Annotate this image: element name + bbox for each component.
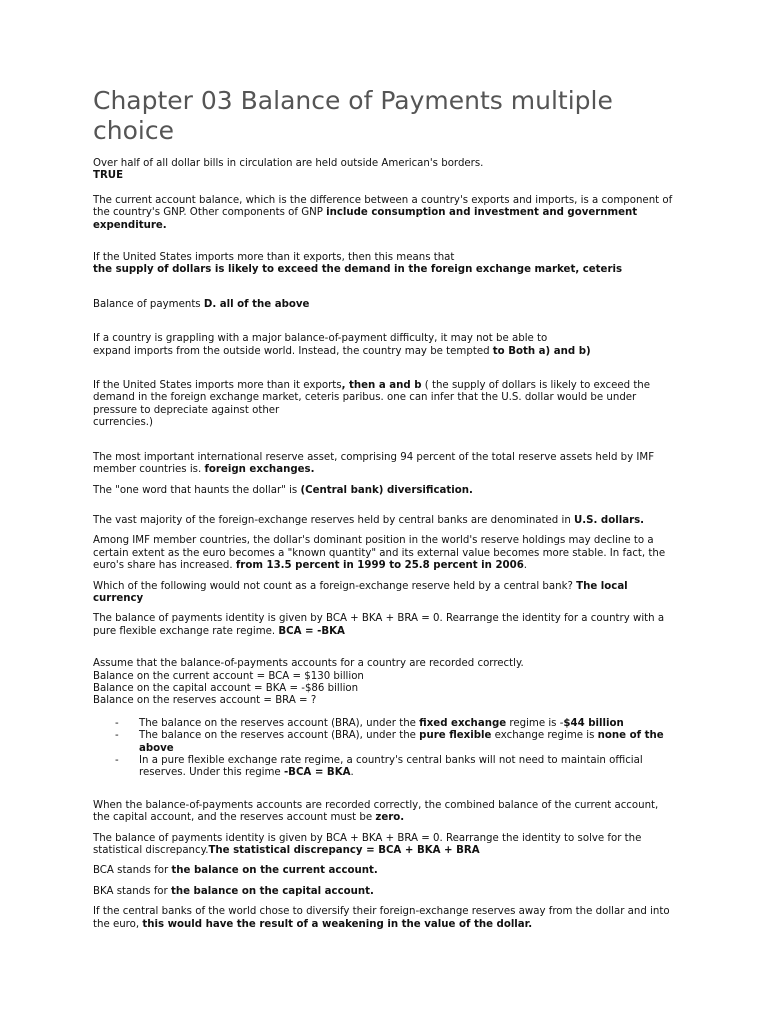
list-item: [93, 718, 675, 730]
question-text: BKA stands for: [93, 885, 171, 897]
list-item: [93, 730, 675, 755]
answer-explanation: ( the supply of dollars is likely to exceed the demand in the foreign exchange market, ceteris paribus. one can infer that the U.S. dollar would be under pressure to depreciate against other: [93, 380, 651, 416]
question-15: [93, 833, 675, 858]
item-text: exchange regime is: [491, 730, 598, 742]
question-text: The balance of payments identity is given by BCA + BKA + BRA = 0. Rearrange the identity for a country with a pure flexible exchange rate regime.: [93, 613, 665, 637]
item-text: .: [350, 767, 354, 779]
item-text: regime is -: [506, 717, 564, 729]
answer-text: to Both a) and b): [492, 345, 591, 357]
question-text: The vast majority of the foreign-exchange reserves held by central banks are denominated in: [93, 514, 575, 526]
answer-text: zero.: [375, 812, 405, 824]
item-bold: fixed exchange: [419, 717, 507, 729]
question-text: BCA stands for: [93, 865, 172, 877]
question-3: [93, 252, 675, 277]
question-6: [93, 380, 675, 430]
answer-text: $44 billion: [563, 717, 624, 729]
answer-text: the supply of dollars is likely to exceed the demand in the foreign exchange market, ceteris: [93, 264, 623, 276]
answer-text: -BCA = BKA: [283, 767, 351, 779]
answer-text: BCA = -BKA: [278, 625, 345, 637]
question-16: [93, 865, 675, 877]
answer-list: [93, 718, 675, 780]
question-1: [93, 158, 675, 183]
answer-text: D. all of the above: [203, 298, 310, 310]
page-title: Chapter 03 Balance of Payments multiple choice: [93, 86, 613, 145]
dash-bullet: -: [115, 755, 119, 766]
question-18: [93, 906, 675, 931]
item-text: In a pure flexible exchange rate regime, a country's central banks will not need to maintain official reserves. Under this regime: [139, 755, 643, 779]
question-2: [93, 195, 675, 232]
balance-capital-account: Balance on the capital account = BKA = -$86 billion: [93, 682, 359, 694]
list-item: [93, 755, 675, 780]
question-8: [93, 485, 675, 497]
item-text: The balance on the reserves account (BRA), under the: [139, 717, 420, 729]
question-14: [93, 800, 675, 825]
balance-current-account: Balance on the current account = BCA = $130 billion: [93, 670, 364, 682]
item-text: The balance on the reserves account (BRA), under the: [139, 730, 420, 742]
answer-text: the balance on the current account.: [171, 865, 378, 877]
dash-bullet: -: [115, 730, 119, 742]
dash-bullet: -: [115, 717, 119, 729]
answer-text: this would have the result of a weakening in the value of the dollar.: [142, 918, 533, 930]
question-10: [93, 535, 675, 572]
question-text-line1: If a country is grappling with a major balance-of-payment difficulty, it may not be able to: [93, 333, 548, 345]
question-11: [93, 581, 675, 606]
answer-text: The statistical discrepancy = BCA + BKA + BRA: [208, 845, 480, 857]
question-7: [93, 452, 675, 477]
answer-text: , then a and b: [341, 380, 422, 392]
balance-reserves-account: Balance on the reserves account = BRA = ?: [93, 695, 317, 707]
question-text: If the United States imports more than it exports: [93, 380, 342, 392]
question-12: [93, 613, 675, 638]
question-13: [93, 658, 675, 780]
question-text-line2: expand imports from the outside world. Instead, the country may be tempted: [93, 345, 493, 357]
question-text: Which of the following would not count as a foreign-exchange reserve held by a central bank?: [93, 580, 577, 592]
question-9: [93, 515, 675, 527]
answer-text: none of the above: [139, 730, 664, 754]
answer-text: from 13.5 percent in 1999 to 25.8 percent in 2006: [235, 560, 524, 572]
question-17: [93, 886, 675, 898]
answer-text: foreign exchanges.: [204, 464, 315, 476]
question-text: If the central banks of the world chose to diversify their foreign-exchange reserves away from the dollar and into the euro,: [93, 906, 670, 930]
question-text: Over half of all dollar bills in circulation are held outside American's borders.: [93, 158, 484, 169]
question-text: Balance of payments: [93, 298, 204, 310]
answer-explanation-tail: currencies.): [93, 417, 153, 429]
question-end: .: [523, 560, 528, 572]
answer-text: U.S. dollars.: [574, 514, 645, 526]
item-bold: pure flexible: [419, 730, 492, 742]
answer-text: include consumption and investment and government expenditure.: [93, 207, 638, 231]
question-text: Among IMF member countries, the dollar's dominant position in the world's reserve holdings may decline to a certain extent as the euro becomes a "known quantity" and its external value becomes more stable. In fact, the euro's share has increased.: [93, 535, 666, 572]
question-text: The "one word that haunts the dollar" is: [93, 484, 301, 496]
answer-text: (Central bank) diversification.: [300, 484, 473, 496]
answer-text: The local currency: [93, 580, 628, 604]
answer-text: the balance on the capital account.: [170, 885, 374, 897]
question-4: [93, 299, 675, 311]
question-text: The current account balance, which is the difference between a country's exports and imports, is a component of the country's GNP. Other components of GNP: [93, 194, 673, 219]
question-text: If the United States imports more than it exports, then this means that: [93, 252, 455, 264]
question-text: The most important international reserve asset, comprising 94 percent of the total reserve assets held by IMF member countries is.: [93, 451, 655, 476]
question-5: [93, 333, 675, 358]
question-text: When the balance-of-payments accounts are recorded correctly, the combined balance of the current account, the capital account, and the reserves account must be: [93, 799, 659, 824]
question-intro: Assume that the balance-of-payments accounts for a country are recorded correctly.: [93, 658, 524, 670]
answer-text: TRUE: [93, 170, 124, 182]
question-text: The balance of payments identity is given by BCA + BKA + BRA = 0. Rearrange the identity to solve for the statistical discrepancy.: [93, 832, 642, 857]
